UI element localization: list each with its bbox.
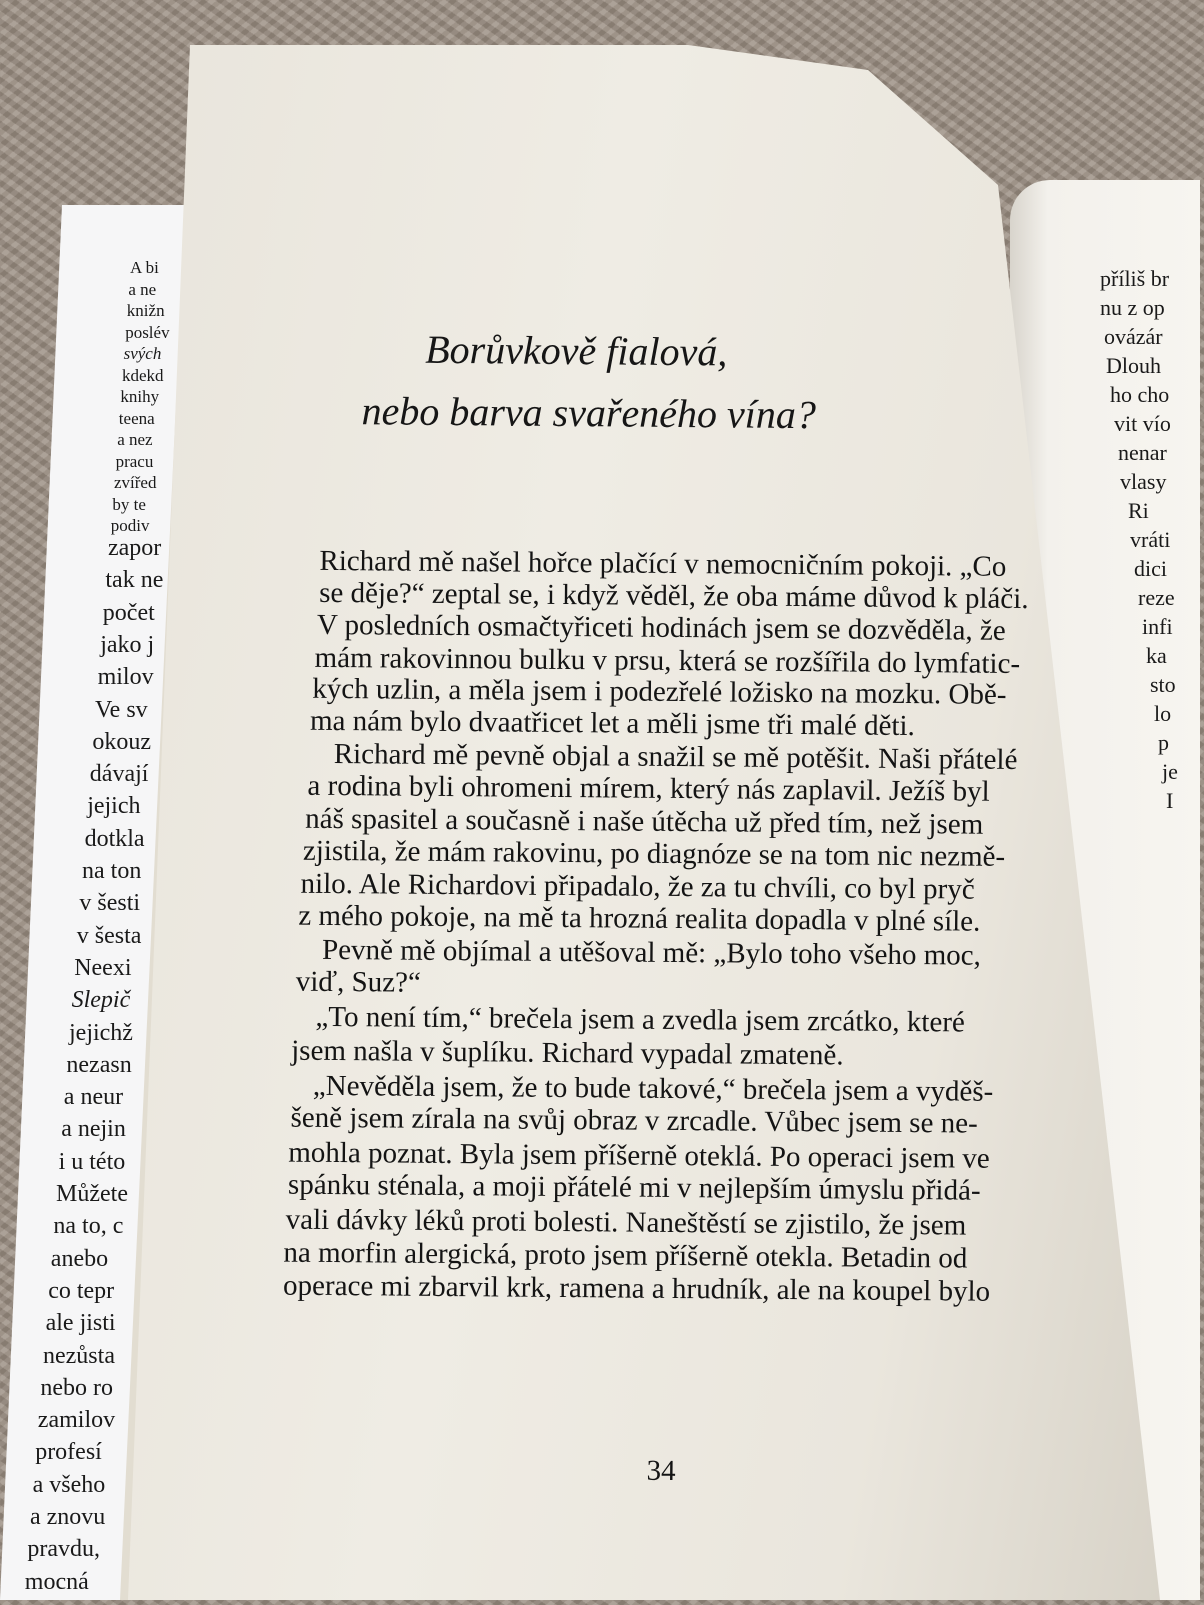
left-page-line: okouz	[92, 728, 152, 755]
right-page-line: p	[1158, 730, 1169, 755]
right-page-line: dici	[1134, 556, 1167, 581]
body-line: jsem našla v šuplíku. Richard vypadal zmateně.	[291, 1034, 844, 1072]
body-line: ma nám bylo dvaatřicet let a měli jsme tři malé děti.	[309, 704, 915, 743]
right-page-line: vráti	[1130, 527, 1171, 552]
body-line: náš spasitel a současně i naše útěcha už před tím, než jsem	[305, 802, 984, 841]
body-line: šeně jsem zírala na svůj obraz v zrcadle. Vůbec jsem se ne-	[290, 1101, 978, 1140]
right-page-line: lo	[1154, 701, 1172, 726]
body-line: a rodina byli ohromeni mírem, který nás zaplavil. Ježíš byl	[307, 769, 990, 808]
left-page-line: knihy	[120, 387, 160, 406]
body-line: spánku sténala, a moji přátelé mi v nejlepším úmyslu přidá-	[287, 1168, 981, 1207]
left-page-line: svých	[123, 344, 162, 363]
left-page-line: a všeho	[32, 1471, 106, 1498]
chapter-title-line-1: Borůvkově fialová,	[425, 326, 728, 375]
left-page-line: mocná	[24, 1568, 89, 1595]
left-page-line: i u této	[58, 1148, 126, 1175]
right-page-line: Dlouh	[1106, 353, 1161, 378]
left-page-line: kdekd	[122, 365, 164, 385]
left-page-line: na to, c	[53, 1213, 124, 1240]
left-page-line: a ne	[128, 279, 157, 299]
left-page-line: v šesti	[79, 890, 141, 917]
left-page-line: jako j	[100, 631, 155, 658]
right-page-line: ovázár	[1104, 324, 1163, 349]
body-line: mám rakovinnou bulku v prsu, která se rozšířila do lymfatic-	[314, 641, 1021, 680]
body-line: operace mi zbarvil krk, ramena a hrudník, ale na koupel bylo	[282, 1269, 991, 1308]
left-page-line: zapor	[108, 535, 162, 561]
body-line: nilo. Ale Richardovi připadalo, že za tu chvíli, co byl pryč	[300, 867, 975, 906]
left-page-line: nezasn	[66, 1051, 132, 1078]
body-line: „Nevěděla jsem, že to bude takové,“ brečela jsem a vyděš-	[312, 1069, 994, 1108]
left-page-line: zvířed	[114, 473, 157, 492]
left-page-line: Ve sv	[95, 696, 148, 723]
left-page-line: pravdu,	[27, 1536, 101, 1563]
right-page-line: ka	[1146, 643, 1167, 668]
right-page-line: I	[1166, 788, 1174, 813]
left-page-line: jejichž	[69, 1019, 133, 1046]
right-page-line: je	[1162, 759, 1178, 784]
body-line: kých uzlin, a měla jsem i podezřelé ložisko na mozku. Obě-	[312, 672, 1007, 711]
left-page-line: poslév	[125, 322, 170, 342]
right-page-line: vlasy	[1120, 469, 1167, 494]
left-page-line: jejich	[87, 793, 141, 820]
right-page-line: Ri	[1128, 498, 1149, 523]
left-page-line: nezůsta	[43, 1342, 115, 1369]
right-page-line: ho cho	[1110, 382, 1170, 407]
left-page-line: pracu	[115, 451, 154, 471]
body-line: „To není tím,“ brečela jsem a zvedla jsem zrcátko, které	[315, 1000, 965, 1039]
left-page-line: a neur	[63, 1084, 124, 1111]
left-page-line: v šesta	[76, 922, 142, 949]
body-line: mohla poznat. Byla jsem příšerně oteklá. Po operaci jsem ve	[288, 1136, 990, 1175]
left-page-line: knižn	[126, 301, 165, 320]
left-page-line: počet	[102, 599, 155, 626]
chapter-title-line-2: nebo barva svařeného vína?	[361, 388, 817, 438]
body-line: z mého pokoje, na mě ta hrozná realita dopadla v plné síle.	[298, 899, 981, 938]
body-line: se děje?“ zeptal se, i když věděl, že oba máme důvod k pláči.	[319, 576, 1029, 616]
right-page-line: nu z op	[1100, 295, 1165, 320]
body-line: viď, Suz?“	[295, 965, 421, 999]
body-line: V posledních osmačtyřiceti hodinách jsem se dozvěděla, že	[316, 608, 1006, 647]
left-page-line: profesí	[35, 1439, 102, 1466]
right-page-line: sto	[1150, 672, 1176, 697]
right-page-line: nenar	[1118, 440, 1167, 465]
body-line: Pevně mě objímal a utěšoval mě: „Bylo toho všeho moc,	[321, 933, 982, 972]
left-page-line: Slepič	[71, 987, 131, 1014]
right-page-line: příliš br	[1100, 266, 1170, 291]
left-page-line: milov	[97, 664, 154, 691]
left-page-line: Neexi	[74, 954, 132, 981]
left-page-line: nebo ro	[40, 1374, 114, 1401]
page-number: 34	[646, 1454, 676, 1487]
left-page-line: tak ne	[105, 567, 164, 594]
body-line: Richard mě pevně objal a snažil se mě potěšit. Naši přátelé	[333, 737, 1018, 776]
left-page-line: dotkla	[84, 825, 145, 852]
left-page-line: na ton	[82, 858, 142, 884]
body-line: vali dávky léků proti bolesti. Naneštěstí se zjistilo, že jsem	[285, 1203, 967, 1242]
left-page-line: a znovu	[30, 1504, 106, 1530]
left-page-line: teena	[118, 408, 155, 428]
right-page-line: infi	[1142, 614, 1173, 639]
left-page-line: podiv	[110, 516, 150, 535]
left-page-line: co tepr	[48, 1277, 115, 1304]
left-page-line: A bi	[130, 258, 159, 277]
left-page-line: by te	[112, 494, 146, 514]
body-line: na morfin alergická, proto jsem příšerně otekla. Betadin od	[283, 1236, 968, 1275]
right-page-line: reze	[1138, 585, 1175, 610]
left-page-line: dávají	[89, 761, 149, 788]
left-page-line: zamilov	[37, 1407, 116, 1434]
body-line: Richard mě našel hořce plačící v nemocničním pokoji. „Co	[319, 544, 1007, 583]
right-page-line: vit vío	[1114, 411, 1171, 436]
left-page-line: a nez	[117, 430, 153, 449]
left-page-line: anebo	[50, 1245, 109, 1272]
left-page-line: Můžete	[56, 1181, 128, 1207]
left-page-line: a nejin	[61, 1116, 126, 1143]
body-line: zjistila, že mám rakovinu, po diagnóze se na tom nic nezmě-	[302, 834, 1006, 873]
left-page-line: ale jisti	[45, 1310, 116, 1337]
